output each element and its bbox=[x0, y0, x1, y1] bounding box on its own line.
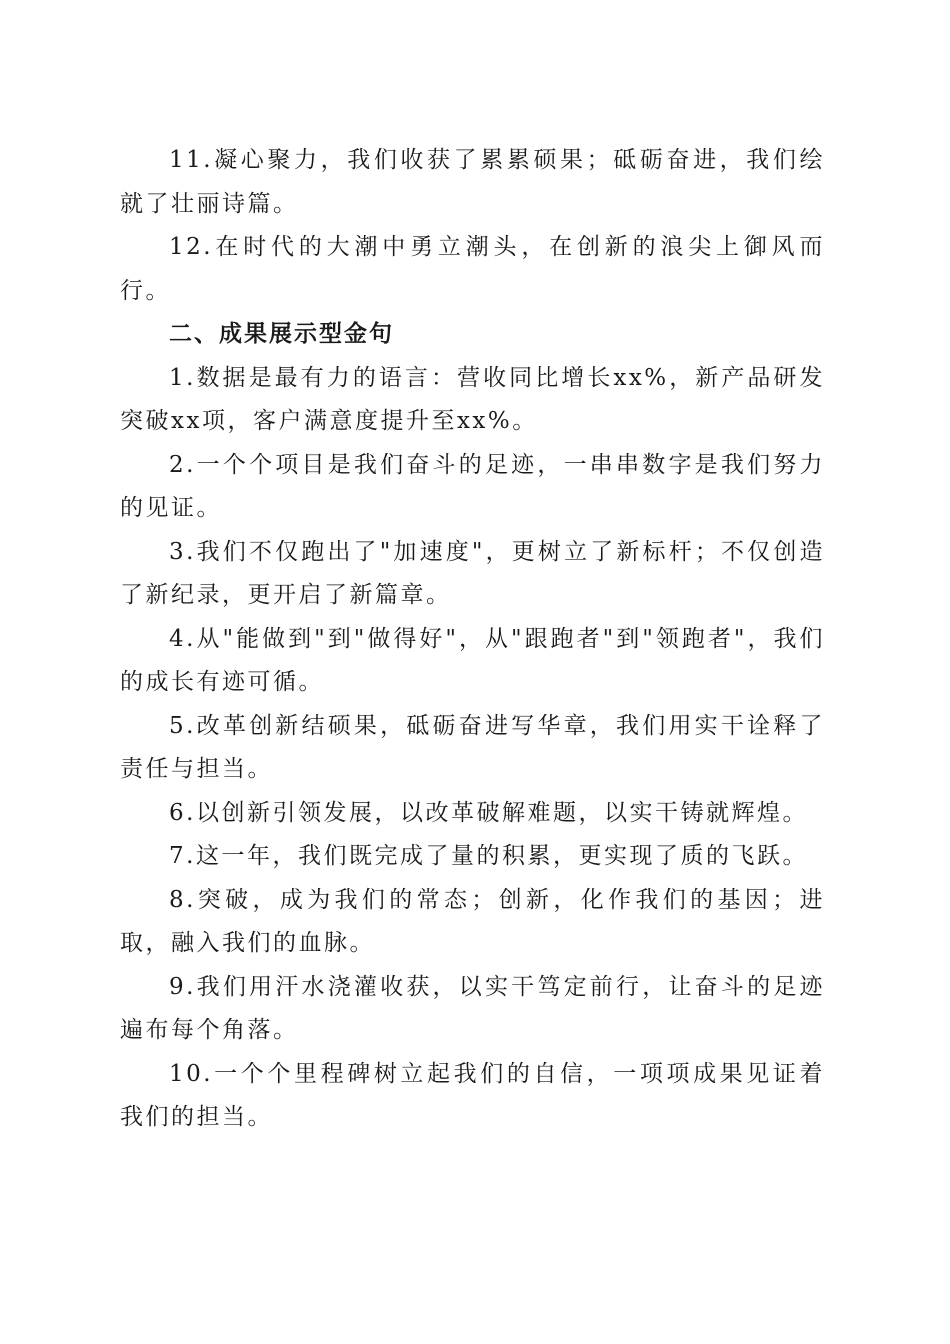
paragraph-item-7: 7.这一年，我们既完成了量的积累，更实现了质的飞跃。 bbox=[169, 843, 808, 869]
section-heading: 二、成果展示型金句 bbox=[169, 321, 394, 347]
paragraph-item-6: 6.以创新引领发展，以改革破解难题，以实干铸就辉煌。 bbox=[169, 799, 808, 826]
paragraph-item-5: 5.改革创新结硕果，砥砺奋进写华章，我们用实干诠释了责任与担当。 bbox=[120, 712, 825, 782]
document-body bbox=[120, 139, 825, 1140]
paragraph-item-9: 9.我们用汗水浇灌收获，以实干笃定前行，让奋斗的足迹遍布每个角落。 bbox=[120, 973, 825, 1043]
paragraph-item-4: 4.从"能做到"到"做得好"，从"跟跑者"到"领跑者"，我们的成长有迹可循。 bbox=[120, 625, 825, 695]
paragraph-item-8: 8.突破，成为我们的常态；创新，化作我们的基因；进取，融入我们的血脉。 bbox=[120, 886, 825, 956]
paragraph-item-11: 11.凝心聚力，我们收获了累累硕果；砥砺奋进，我们绘就了壮丽诗篇。 bbox=[120, 147, 825, 217]
paragraph-item-10: 10.一个个里程碑树立起我们的自信，一项项成果见证着我们的担当。 bbox=[120, 1060, 825, 1130]
paragraph-item-3: 3.我们不仅跑出了"加速度"，更树立了新标杆；不仅创造了新纪录，更开启了新篇章。 bbox=[120, 538, 825, 608]
paragraph-item-2: 2.一个个项目是我们奋斗的足迹，一串串数字是我们努力的见证。 bbox=[120, 451, 825, 521]
paragraph-item-12: 12.在时代的大潮中勇立潮头，在创新的浪尖上御风而行。 bbox=[120, 234, 825, 304]
paragraph-item-1: 1.数据是最有力的语言：营收同比增长xx%，新产品研发突破xx项，客户满意度提升至xx%。 bbox=[120, 364, 825, 434]
